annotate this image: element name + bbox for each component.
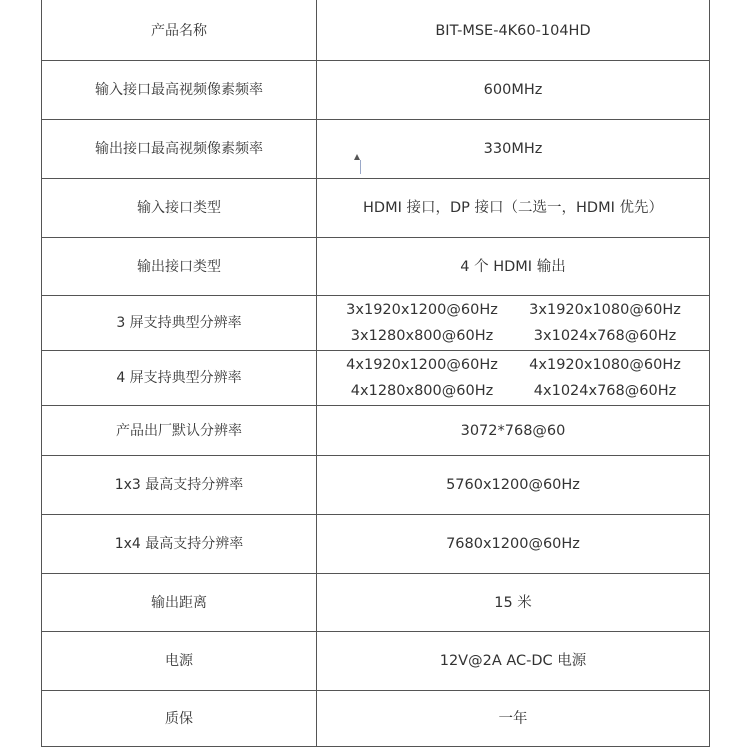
table-row (42, 179, 710, 238)
spec-table (41, 0, 710, 747)
row-label: 输入接口最高视频像素频率 (42, 61, 317, 120)
row-value: 一年 (317, 691, 710, 747)
row-label: 1x3 最高支持分辨率 (42, 456, 317, 515)
resolution-item: 3x1920x1200@60Hz (346, 302, 498, 318)
row-value: 15 米 (317, 574, 710, 632)
table-row (42, 351, 710, 406)
table-row (42, 1, 710, 61)
row-label: 产品名称 (42, 1, 317, 61)
row-value: 4 个 HDMI 输出 (317, 238, 710, 296)
row-value-resolutions (317, 296, 710, 351)
row-value: HDMI 接口，DP 接口（二选一，HDMI 优先） (317, 179, 710, 238)
table-row (42, 574, 710, 632)
resolution-item: 3x1280x800@60Hz (350, 328, 494, 344)
row-label: 4 屏支持典型分辨率 (42, 351, 317, 406)
table-row (42, 238, 710, 296)
resolution-item: 4x1024x768@60Hz (533, 383, 677, 399)
resolution-item: 3x1024x768@60Hz (533, 328, 677, 344)
row-value-resolutions (317, 351, 710, 406)
table-row (42, 691, 710, 747)
row-value: 5760x1200@60Hz (317, 456, 710, 515)
row-label: 输出接口类型 (42, 238, 317, 296)
row-label: 输出距离 (42, 574, 317, 632)
table-row (42, 406, 710, 456)
table-row (42, 61, 710, 120)
table-row (42, 456, 710, 515)
table-row (42, 632, 710, 691)
row-value: 12V@2A AC-DC 电源 (317, 632, 710, 691)
row-value: 7680x1200@60Hz (317, 515, 710, 574)
row-value: BIT-MSE-4K60-104HD (317, 1, 710, 61)
table-row (42, 515, 710, 574)
row-value: 600MHz (317, 61, 710, 120)
row-label: 1x4 最高支持分辨率 (42, 515, 317, 574)
row-label: 质保 (42, 691, 317, 747)
resolution-item: 4x1920x1200@60Hz (346, 357, 498, 373)
row-label: 输出接口最高视频像素频率 (42, 120, 317, 179)
row-label: 输入接口类型 (42, 179, 317, 238)
row-value: 3072*768@60 (317, 406, 710, 456)
row-label: 产品出厂默认分辨率 (42, 406, 317, 456)
row-value: 330MHz (317, 120, 710, 179)
resolution-grid (317, 354, 709, 402)
row-label: 3 屏支持典型分辨率 (42, 296, 317, 351)
resolution-item: 3x1920x1080@60Hz (529, 302, 681, 318)
resolution-item: 4x1920x1080@60Hz (529, 357, 681, 373)
text-cursor-icon (354, 154, 360, 160)
table-row (42, 296, 710, 351)
table-row (42, 120, 710, 179)
resolution-grid (317, 299, 709, 347)
row-label: 电源 (42, 632, 317, 691)
resolution-item: 4x1280x800@60Hz (350, 383, 494, 399)
